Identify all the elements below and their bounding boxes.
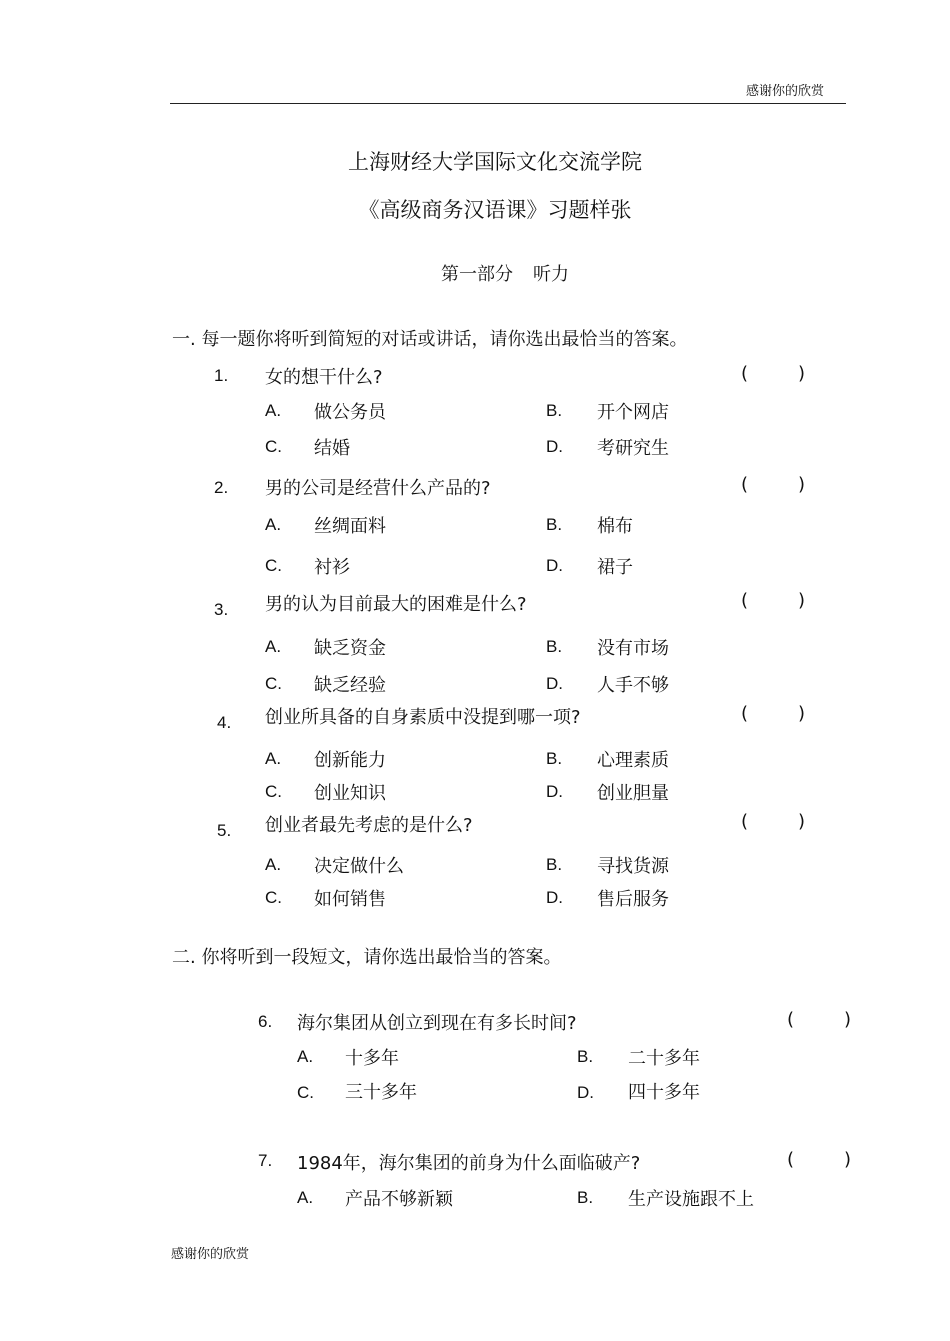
question-text: 女的想干什么? (265, 367, 383, 388)
option-letter: A. (265, 515, 282, 534)
paren-open: ( (787, 1009, 795, 1030)
page-title-line2: 《高级商务汉语课》习题样张 (358, 198, 632, 222)
answer-blank[interactable] (741, 474, 805, 495)
option-text: 衬衫 (314, 557, 350, 578)
option-letter: D. (546, 556, 563, 575)
section-1-heading (172, 325, 687, 351)
question-text: 创业所具备的自身素质中没提到哪一项? (265, 707, 581, 728)
option-text: 做公务员 (314, 402, 386, 423)
question-number: 6. (258, 1012, 273, 1031)
option-letter: C. (265, 888, 282, 907)
option-letter: B. (546, 401, 563, 420)
option-letter: B. (546, 749, 563, 768)
paren-open: ( (741, 590, 749, 611)
answer-blank[interactable] (741, 703, 805, 724)
paren-open: ( (787, 1149, 795, 1170)
option-letter: A. (297, 1188, 314, 1207)
option-text: 棉布 (597, 516, 633, 537)
paren-close: ) (843, 1009, 851, 1030)
section-label: 一. (172, 329, 196, 350)
header-note: 感谢你的欣赏 (746, 84, 825, 99)
option-letter: D. (546, 782, 563, 801)
option-text: 人手不够 (597, 675, 669, 696)
section-2-heading (172, 943, 561, 969)
option-text: 十多年 (345, 1048, 399, 1069)
section-label: 二. (172, 947, 196, 968)
question-text: 1984年，海尔集团的前身为什么面临破产? (297, 1153, 641, 1174)
section-instruction: 每一题你将听到简短的对话或讲话，请你选出最恰当的答案。 (201, 329, 688, 350)
option-letter: A. (265, 749, 282, 768)
paren-open: ( (741, 474, 749, 495)
option-letter: B. (577, 1188, 594, 1207)
option-text: 产品不够新颖 (345, 1189, 453, 1210)
question-number: 3. (214, 600, 229, 619)
option-letter: C. (265, 674, 282, 693)
option-text: 结婚 (314, 438, 350, 459)
question-number: 4. (217, 713, 232, 732)
option-letter: B. (546, 855, 563, 874)
paren-close: ) (797, 811, 805, 832)
option-text: 丝绸面料 (314, 516, 386, 537)
option-text: 生产设施跟不上 (628, 1189, 754, 1210)
answer-blank[interactable] (741, 363, 805, 384)
question-number: 7. (258, 1151, 273, 1170)
option-text: 如何销售 (314, 889, 386, 910)
answer-blank[interactable] (741, 590, 805, 611)
option-text: 缺乏经验 (314, 675, 386, 696)
option-letter: D. (546, 888, 563, 907)
option-text: 考研究生 (597, 438, 669, 459)
option-text: 创业胆量 (597, 783, 669, 804)
question-text: 男的公司是经营什么产品的? (265, 478, 491, 499)
section-instruction: 你将听到一段短文，请你选出最恰当的答案。 (201, 947, 562, 968)
option-letter: C. (265, 556, 282, 575)
paren-close: ) (797, 474, 805, 495)
option-letter: C. (265, 782, 282, 801)
option-letter: C. (297, 1083, 314, 1102)
option-letter: A. (297, 1047, 314, 1066)
answer-blank[interactable] (787, 1149, 851, 1170)
answer-blank[interactable] (741, 811, 805, 832)
part-heading (0, 260, 950, 286)
option-letter: C. (265, 437, 282, 456)
option-text: 没有市场 (597, 638, 669, 659)
paren-close: ) (797, 363, 805, 384)
question-number: 2. (214, 478, 229, 497)
option-text: 心理素质 (597, 750, 669, 771)
header-divider (170, 103, 846, 104)
option-text: 创新能力 (314, 750, 386, 771)
paren-close: ) (797, 590, 805, 611)
answer-blank[interactable] (787, 1009, 851, 1030)
option-letter: D. (546, 437, 563, 456)
question-number: 1. (214, 366, 229, 385)
option-text: 开个网店 (597, 402, 669, 423)
question-number: 5. (217, 821, 232, 840)
paren-open: ( (741, 363, 749, 384)
question-text: 男的认为目前最大的困难是什么? (265, 594, 527, 615)
option-letter: D. (577, 1083, 594, 1102)
option-text: 三十多年 (345, 1082, 417, 1103)
option-text: 缺乏资金 (314, 638, 386, 659)
option-text: 决定做什么 (314, 856, 404, 877)
paren-close: ) (843, 1149, 851, 1170)
option-letter: A. (265, 855, 282, 874)
option-text: 售后服务 (597, 889, 669, 910)
option-letter: B. (546, 637, 563, 656)
option-text: 寻找货源 (597, 856, 669, 877)
question-text: 海尔集团从创立到现在有多长时间? (297, 1013, 577, 1034)
option-letter: B. (546, 515, 563, 534)
option-text: 二十多年 (628, 1048, 700, 1069)
option-text: 创业知识 (314, 783, 386, 804)
question-text: 创业者最先考虑的是什么? (265, 815, 473, 836)
option-text: 四十多年 (628, 1082, 700, 1103)
paren-close: ) (797, 703, 805, 724)
page-title-line1: 上海财经大学国际文化交流学院 (348, 150, 642, 174)
footer-note: 感谢你的欣赏 (171, 1247, 250, 1262)
option-text: 裙子 (597, 557, 633, 578)
option-letter: D. (546, 674, 563, 693)
option-letter: A. (265, 637, 282, 656)
option-letter: B. (577, 1047, 594, 1066)
paren-open: ( (741, 703, 749, 724)
option-letter: A. (265, 401, 282, 420)
part-name: 听力 (533, 264, 569, 285)
part-number: 第一部分 (441, 264, 513, 285)
paren-open: ( (741, 811, 749, 832)
